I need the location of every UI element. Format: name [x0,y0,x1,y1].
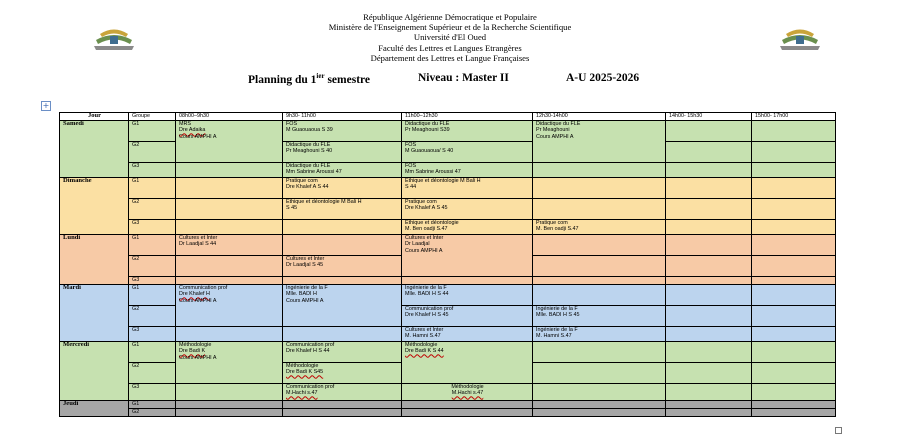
session-cell [752,163,836,178]
group-cell: G3 [129,384,176,401]
group-cell: G1 [129,178,176,199]
session-cell: Cultures et Inter Dr Laadjal S 44 [176,235,283,256]
session-cell [533,401,666,409]
session-cell: MRS Dre Adaika Cours AMPHI A [176,121,283,163]
day-cell: Jeudi [60,401,129,417]
session-cell: Cultures et Inter Dr Laadjal Cours AMPHI A [402,235,533,277]
session-cell: Ingénierie de la F Mlle. BADI H S 44 [402,285,533,306]
session-cell [402,401,533,409]
group-cell: G2 [129,363,176,384]
session-cell [752,121,836,142]
group-cell: G3 [129,163,176,178]
session-cell [533,384,666,401]
session-cell [533,363,666,384]
table-row [60,285,836,306]
session-cell [283,409,402,417]
session-cell: FOS Mm Sabrine Aroussi 47 [402,163,533,178]
session-cell [402,277,533,285]
column-header: 9h30- 11h00 [283,113,402,121]
column-header: 15h00- 17h00 [752,113,836,121]
session-cell [533,409,666,417]
session-cell: Pratique com Dre Khalef A S 44 [283,178,402,199]
group-cell: G2 [129,306,176,327]
session-cell [752,306,836,327]
session-cell [176,178,283,199]
table-row [60,178,836,199]
header-line: Ministère de l'Enseignement Supérieur et de la Recherche Scientifique [328,22,572,33]
column-header: Groupe [129,113,176,121]
session-cell: Communication prof Dre Khalef H S 44 [283,342,402,363]
day-cell: Mercredi [60,342,129,401]
session-cell: Ethique et déontologie M. Ben oadji S.47 [402,220,533,235]
table-move-handle-icon[interactable]: + [42,101,50,110]
session-cell [666,327,752,342]
group-cell: G2 [129,256,176,277]
session-cell [176,327,283,342]
day-cell: Samedi [60,121,129,178]
table-row [60,220,836,235]
session-cell: Didactique du FLE Pr Meaghouni S39 [402,121,533,142]
session-cell [666,220,752,235]
table-row [60,163,836,178]
session-cell [176,199,283,220]
table-resize-handle-icon[interactable] [835,427,842,434]
session-cell [283,220,402,235]
group-cell: G2 [129,142,176,163]
table-row [60,235,836,256]
planning-semester: Planning du $1^{ier}$ semestre [248,72,371,86]
session-cell: FOS M Guaouaoua/ S 40 [402,142,533,163]
header-line: Faculté des Lettres et Langues Etrangères [378,42,522,53]
day-cell: Mardi [60,285,129,342]
table-row [60,277,836,285]
session-cell [666,163,752,178]
session-cell: Ethique et déontologie M Bali H S 45 [283,199,402,220]
session-cell [666,342,752,363]
timetable [59,112,836,417]
group-cell: G3 [129,327,176,342]
session-cell [666,277,752,285]
table-row [60,409,836,417]
session-cell [752,401,836,409]
session-cell [666,306,752,327]
session-cell [176,256,283,277]
session-cell [176,384,283,401]
day-cell: Dimanche [60,178,129,235]
group-cell: G2 [129,409,176,417]
header-row [60,113,836,121]
session-cell [752,277,836,285]
header-line: République Algérienne Démocratique et Populaire [363,12,537,22]
session-cell [752,342,836,363]
session-cell [666,285,752,306]
session-cell [666,142,752,163]
session-cell [666,199,752,220]
day-cell: Lundi [60,235,129,285]
session-cell [283,277,402,285]
column-header: 08h00–9h30 [176,113,283,121]
column-header: Jour [60,113,129,121]
session-cell [533,163,666,178]
session-cell [666,409,752,417]
session-cell: FOS M Guaouaoua S 39 [283,121,402,142]
session-cell [752,235,836,256]
session-cell: Didactique du FLE Mm Sabrine Aroussi 47 [283,163,402,178]
column-header: 14h00- 15h30 [666,113,752,121]
session-cell: Pratique com M. Ben oadji S.47 [533,220,666,235]
session-cell: Cultures et Inter Dr Laadjal S 45 [283,256,402,277]
planning-level: Niveau : Master II [418,72,509,84]
group-cell: G2 [129,199,176,220]
session-cell [752,285,836,306]
session-cell [666,363,752,384]
session-cell [533,342,666,363]
session-cell: Communication prof Dre Khalef H Cours AMPHI A [176,285,283,327]
session-cell: Didactique du FLE Pr Meaghouni S 40 [283,142,402,163]
session-cell [176,163,283,178]
group-cell: G1 [129,401,176,409]
session-cell [283,327,402,342]
session-cell [666,121,752,142]
session-cell [752,142,836,163]
session-cell: Ingénierie de la F Mlle. BADI H Cours AMPHI A [283,285,402,327]
session-cell: Ingénierie de la F M. Hamni S.47 [533,327,666,342]
session-cell [666,401,752,409]
session-cell: Ethique et déontologie M Bali H S 44 [402,178,533,199]
session-cell [666,235,752,256]
session-cell [176,220,283,235]
session-cell: Communication prof M.Hachi s.47 [283,384,402,401]
session-cell: Méthodologie Dre Badi K Cours AMPHI A [176,342,283,384]
session-cell: Méthodologie Dre Badi K S 44 [402,342,533,384]
column-header: 12h30-14h00 [533,113,666,121]
university-logo-icon [92,22,136,52]
session-cell [752,199,836,220]
header-line: Département des Lettres et Langue Françaises [370,52,530,63]
group-cell: G3 [129,220,176,235]
academic-year: A-U 2025-2026 [566,72,640,84]
session-cell [752,178,836,199]
session-cell [283,235,402,256]
session-cell [176,409,283,417]
session-cell [666,384,752,401]
table-row [60,342,836,363]
session-cell [752,327,836,342]
session-cell [752,363,836,384]
session-cell [752,220,836,235]
session-cell [533,277,666,285]
session-cell: Cultures et Inter M. Hamni S.47 [402,327,533,342]
group-cell: G1 [129,285,176,306]
session-cell [666,256,752,277]
session-cell [533,199,666,220]
group-cell: G1 [129,121,176,142]
session-cell [176,277,283,285]
session-cell [533,235,666,256]
session-cell [402,409,533,417]
session-cell: Pratique com Dre Khalef A S 45 [402,199,533,220]
column-header: 11h00–12h30 [402,113,533,121]
institution-header [250,12,650,63]
session-cell: Ingénierie de la F Mlle. BADI H S 45 [533,306,666,327]
session-cell [176,401,283,409]
session-cell: Communication prof Dre Khalef H S 45 [402,306,533,327]
session-cell: Didactique du FLE Pr Meaghouni Cours AMPHI A [533,121,666,163]
session-cell [666,178,752,199]
table-row [60,121,836,142]
session-cell [752,409,836,417]
session-cell [533,285,666,306]
session-cell [533,256,666,277]
table-row [60,401,836,409]
university-logo-icon [778,22,822,52]
table-row [60,384,836,401]
table-row [60,327,836,342]
header-line: Université d'El Oued [413,32,487,43]
session-cell: Méthodologie M.Hachi s.47 [402,384,533,401]
session-cell [533,178,666,199]
session-cell [283,401,402,409]
group-cell: G3 [129,277,176,285]
session-cell [752,384,836,401]
session-cell [752,256,836,277]
group-cell: G1 [129,342,176,363]
table-row [60,199,836,220]
session-cell: Méthodologie Dre Badi K S45 [283,363,402,384]
group-cell: G1 [129,235,176,256]
